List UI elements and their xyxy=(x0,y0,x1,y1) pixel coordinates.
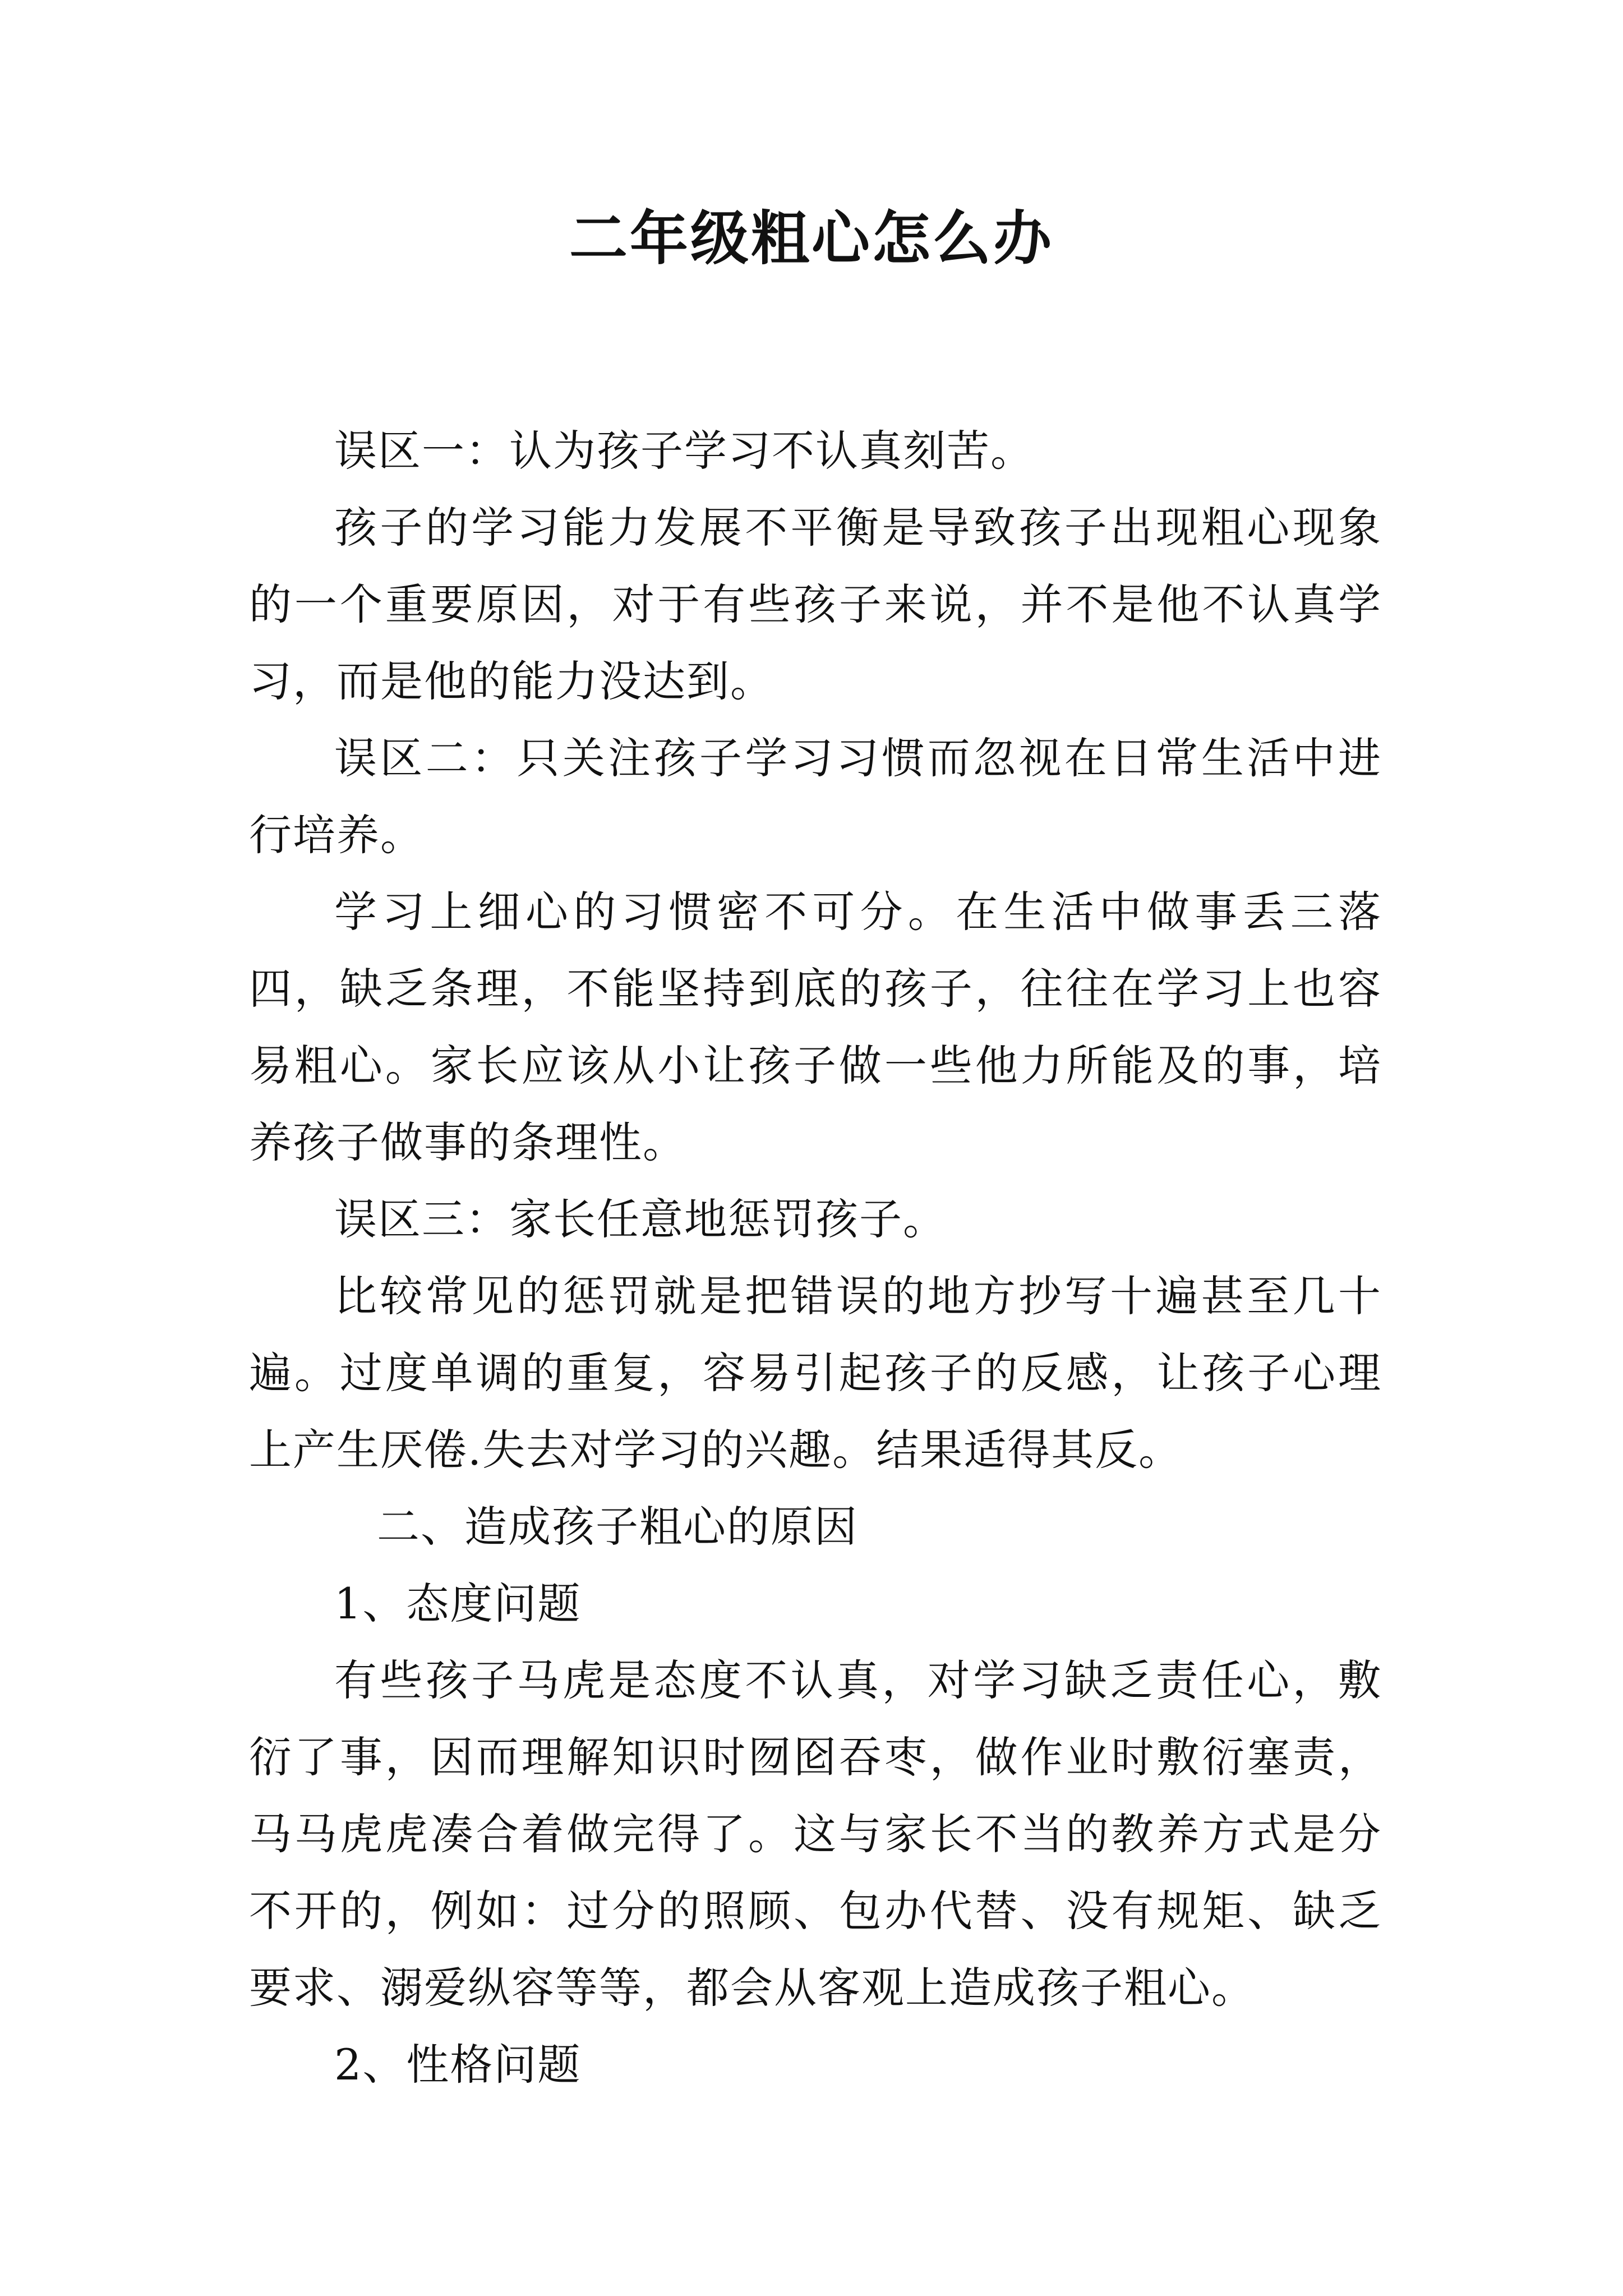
paragraph-ability-imbalance: 孩子的学习能力发展不平衡是导致孩子出现粗心现象的一个重要原因，对于有些孩子来说，并不是他不认真学习，而是他的能力没达到。 xyxy=(249,503,1382,706)
paragraph-punishment: 比较常见的惩罚就是把错误的地方抄写十遍甚至几十遍。过度单调的重复，容易引起孩子的反感，让孩子心理上产生厌倦.失去对学习的兴趣。结果适得其反。 xyxy=(249,1271,1382,1475)
subheading-attitude: 1、态度问题 xyxy=(334,1579,582,1628)
subheading-personality: 2、性格问题 xyxy=(334,2040,582,2090)
paragraph-misconception-1: 误区一：认为孩子学习不认真刻苦。 xyxy=(334,426,1034,476)
section-heading-causes: 二、造成孩子粗心的原因 xyxy=(377,1502,858,1552)
document-body xyxy=(249,412,1382,2103)
paragraph-misconception-3: 误区三：家长任意地惩罚孩子。 xyxy=(334,1194,947,1244)
document-title: 二年级粗心怎么办 xyxy=(569,204,1054,273)
paragraph-daily-habits: 学习上细心的习惯密不可分。在生活中做事丢三落四，缺乏条理，不能坚持到底的孩子，往往在学习上也容易粗心。家长应该从小让孩子做一些他力所能及的事，培养孩子做事的条理性。 xyxy=(249,887,1382,1167)
paragraph-attitude: 有些孩子马虎是态度不认真，对学习缺乏责任心，敷衍了事，因而理解知识时囫囵吞枣，做作业时敷衍塞责，马马虎虎凑合着做完得了。这与家长不当的教养方式是分不开的，例如：过分的照顾、包办代替、没有规矩、缺乏要求、溺爱纵容等等，都会从客观上造成孩子粗心。 xyxy=(249,1655,1382,2013)
paragraph-misconception-2: 误区二：只关注孩子学习习惯而忽视在日常生活中进行培养。 xyxy=(249,733,1382,860)
